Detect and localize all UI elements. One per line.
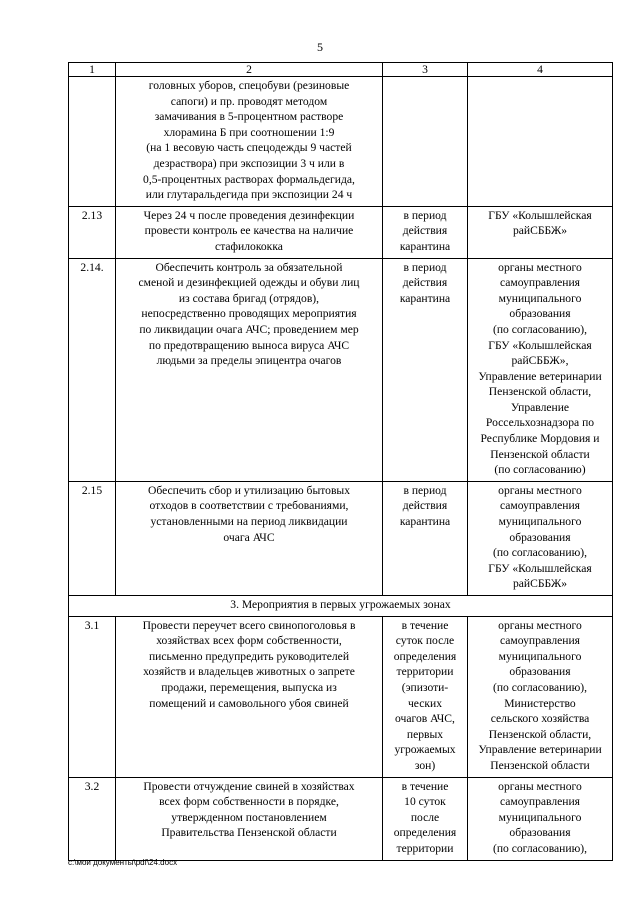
period-text — [383, 206, 468, 258]
period-text-line: в течение — [401, 618, 449, 632]
period-text — [383, 616, 468, 777]
period-text-line: ческих — [407, 696, 443, 710]
responsible-text-line: Республике Мордовия и — [480, 432, 600, 446]
table-row — [69, 616, 613, 777]
measure-text-line: помещений и самовольного убоя свиней — [149, 696, 349, 710]
measure-text-line: установленными на период ликвидации — [150, 515, 348, 529]
period-text-line: очагов АЧС, — [395, 712, 455, 726]
measure-text-line: Обеспечить контроль за обязательной — [155, 260, 343, 274]
table-row — [69, 481, 613, 595]
responsible-text-line: (по согласованию), — [492, 322, 588, 336]
measure-text-line: по ликвидации очага АЧС; проведением мер — [139, 322, 359, 336]
header-col-2: 2 — [116, 63, 383, 77]
responsible-text-line: райСББЖ» — [512, 577, 568, 591]
period-text-line: (эпизоти- — [401, 680, 449, 694]
period-text-line: определения — [393, 826, 457, 840]
table-row — [69, 206, 613, 258]
measure-text — [116, 616, 383, 777]
responsible-text-line: (по согласованию), — [492, 841, 588, 855]
responsible-text-line: органы местного — [498, 483, 582, 497]
table-row — [69, 258, 613, 481]
responsible-text-line: (по согласованию), — [492, 680, 588, 694]
responsible-text-line: образования — [509, 307, 571, 321]
responsible-text-line: (по согласованию) — [494, 463, 586, 477]
item-number: 2.13 — [69, 206, 116, 258]
responsible-text-line: ГБУ «Колышлейская — [488, 561, 592, 575]
measure-text — [116, 258, 383, 481]
responsible-text-line: самоуправления — [499, 634, 581, 648]
responsible-text-line: ГБУ «Колышлейская — [488, 208, 592, 222]
measure-text — [116, 777, 383, 860]
header-col-1: 1 — [69, 63, 116, 77]
item-number — [69, 77, 116, 207]
measure-text-line: очага АЧС — [223, 530, 275, 544]
responsible-text — [468, 616, 613, 777]
measure-text — [116, 206, 383, 258]
measure-text — [116, 77, 383, 207]
responsible-text-line: органы местного — [498, 260, 582, 274]
measure-text-line: утвержденном постановлением — [171, 810, 327, 824]
item-number: 2.15 — [69, 481, 116, 595]
period-text-line: в период — [403, 260, 447, 274]
period-text-line: 10 суток — [404, 795, 446, 809]
measures-table — [68, 62, 613, 861]
section-title: 3. Мероприятия в первых угрожаемых зонах — [69, 596, 613, 617]
measure-text-line: всех форм собственности в порядке, — [159, 795, 339, 809]
table-row — [69, 77, 613, 207]
period-text-line: территории — [396, 841, 454, 855]
measure-text — [116, 481, 383, 595]
measure-text-line: или глутаральдегида при экспозиции 24 ч — [145, 188, 353, 202]
period-text-line: зон) — [414, 758, 436, 772]
responsible-text-line: Управление ветеринарии — [478, 369, 602, 383]
measure-text-line: 0,5-процентных растворах формальдегида, — [143, 172, 355, 186]
header-col-3: 3 — [383, 63, 468, 77]
responsible-text-line: образования — [509, 530, 571, 544]
period-text-line: после — [410, 810, 440, 824]
responsible-text-line: Пензенской области, — [488, 727, 592, 741]
responsible-text-line: самоуправления — [499, 276, 581, 290]
period-text — [383, 777, 468, 860]
responsible-text-line: образования — [509, 826, 571, 840]
period-text-line: в течение — [401, 779, 449, 793]
measure-text-line: людьми за пределы эпицентра очагов — [156, 354, 342, 368]
measure-text-line: Провести отчуждение свиней в хозяйствах — [143, 779, 355, 793]
measure-text-line: из состава бригад (отрядов), — [178, 291, 320, 305]
responsible-text-line: (по согласованию), — [492, 546, 588, 560]
measure-text-line: (на 1 весовую часть спецодежды 9 частей — [146, 141, 352, 155]
responsible-text-line: образования — [509, 665, 571, 679]
period-text-line: в период — [403, 483, 447, 497]
measure-text-line: Провести переучет всего свинопоголовья в — [142, 618, 356, 632]
measure-text-line: дезраствора) при экспозиции 3 ч или в — [153, 156, 345, 170]
responsible-text-line: муниципального — [498, 810, 582, 824]
period-text-line: карантина — [399, 291, 451, 305]
responsible-text-line: ГБУ «Колышлейская — [488, 338, 592, 352]
period-text-line: действия — [402, 499, 448, 513]
measure-text-line: Через 24 ч после проведения дезинфекции — [143, 208, 355, 222]
responsible-text — [468, 258, 613, 481]
responsible-text-line: райСББЖ» — [512, 224, 568, 238]
item-number: 3.2 — [69, 777, 116, 860]
measure-text-line: замачивания в 5-процентном растворе — [154, 110, 344, 124]
measure-text-line: Правительства Пензенской области — [161, 826, 337, 840]
responsible-text-line: Россельхознадзора по — [485, 416, 595, 430]
measure-text-line: письменно предупредить руководителей — [148, 649, 350, 663]
period-text — [383, 258, 468, 481]
responsible-text-line: муниципального — [498, 291, 582, 305]
responsible-text-line: Министерство — [504, 696, 576, 710]
table-header-row — [69, 63, 613, 77]
footer-file-path: c:\мои документы\pdf\24.docx — [68, 858, 178, 867]
period-text-line: действия — [402, 224, 448, 238]
period-text-line: карантина — [399, 239, 451, 253]
period-text-line: суток после — [395, 634, 455, 648]
period-text-line: действия — [402, 276, 448, 290]
measure-text-line: продажи, перемещения, выпуска из — [161, 680, 337, 694]
responsible-text-line: сельского хозяйства — [490, 712, 590, 726]
responsible-text-line: органы местного — [498, 779, 582, 793]
period-text-line: определения — [393, 649, 457, 663]
measure-text-line: непосредственно проводящих мероприятия — [141, 307, 357, 321]
responsible-text-line: самоуправления — [499, 795, 581, 809]
period-text — [383, 481, 468, 595]
measure-text-line: хлорамина Б при соотношении 1:9 — [163, 125, 335, 139]
responsible-text-line: Пензенской области, — [488, 385, 592, 399]
responsible-text-line: райСББЖ», — [511, 354, 569, 368]
measure-text-line: сменой и дезинфекцией одежды и обуви лиц — [138, 276, 360, 290]
measure-text-line: провести контроль ее качества на наличие — [144, 224, 354, 238]
responsible-text — [468, 481, 613, 595]
period-text-line: первых — [406, 727, 444, 741]
period-text-line: угрожаемых — [394, 743, 456, 757]
measure-text-line: хозяйств и владельцев животных о запрете — [143, 665, 355, 679]
section-row — [69, 596, 613, 617]
measure-text-line: сапоги) и пр. проводят методом — [170, 94, 328, 108]
period-text-line: территории — [396, 665, 454, 679]
measure-text-line: Обеспечить сбор и утилизацию бытовых — [147, 483, 351, 497]
responsible-text-line: Управление ветеринарии — [478, 743, 602, 757]
responsible-text — [468, 206, 613, 258]
period-text-line: карантина — [399, 515, 451, 529]
measure-text-line: по предотвращению выноса вируса АЧС — [148, 338, 350, 352]
period-text — [383, 77, 468, 207]
responsible-text-line: муниципального — [498, 649, 582, 663]
header-col-4: 4 — [468, 63, 613, 77]
table-row — [69, 777, 613, 860]
item-number: 3.1 — [69, 616, 116, 777]
period-text-line: в период — [403, 208, 447, 222]
responsible-text-line: органы местного — [498, 618, 582, 632]
responsible-text-line: Пензенской области — [490, 758, 590, 772]
responsible-text — [468, 77, 613, 207]
measure-text-line: стафилококка — [215, 239, 283, 253]
page-number: 5 — [317, 40, 323, 54]
measure-text-line: хозяйствах всех форм собственности, — [156, 634, 342, 648]
responsible-text — [468, 777, 613, 860]
responsible-text-line: самоуправления — [499, 499, 581, 513]
responsible-text-line: Управление — [510, 400, 570, 414]
measure-text-line: отходов в соответствии с требованиями, — [149, 499, 349, 513]
item-number: 2.14. — [69, 258, 116, 481]
responsible-text-line: Пензенской области — [490, 447, 590, 461]
measure-text-line: головных уборов, спецобуви (резиновые — [148, 79, 350, 92]
responsible-text-line: муниципального — [498, 515, 582, 529]
